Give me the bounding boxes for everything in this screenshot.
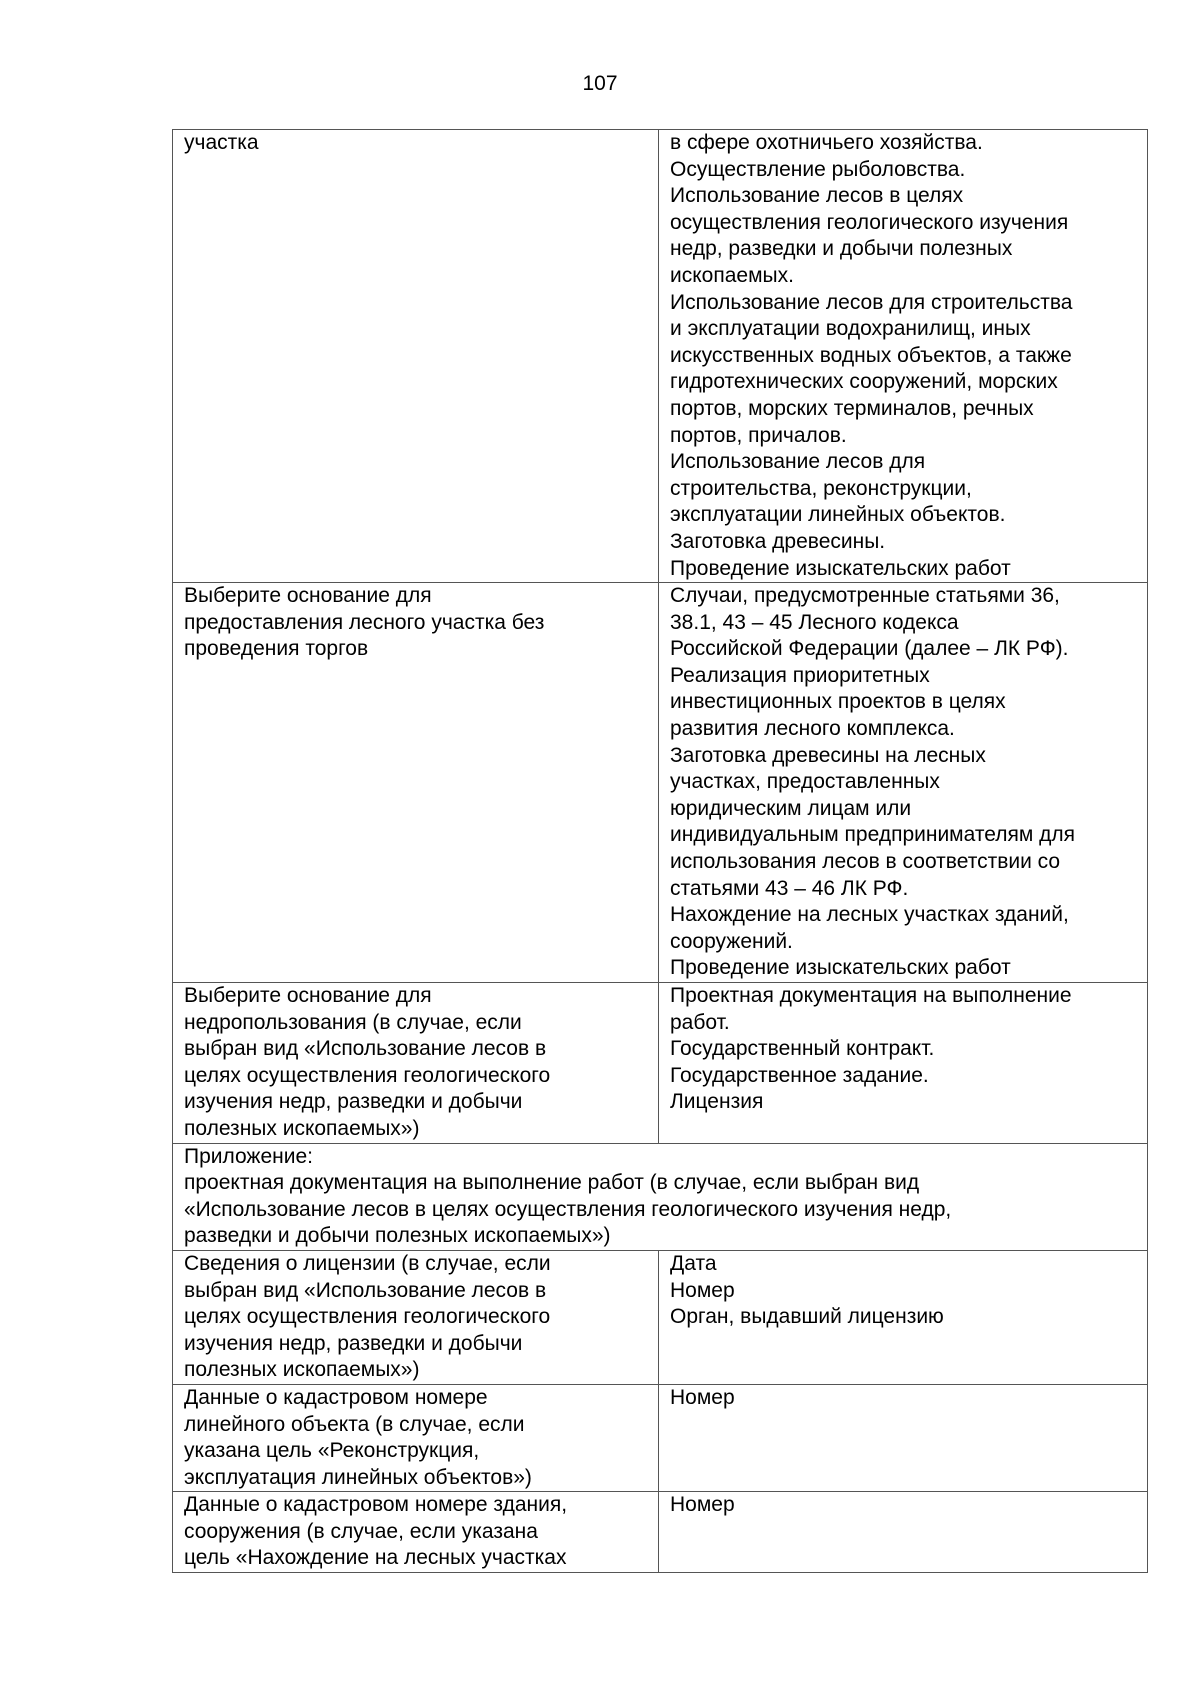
table-row: [173, 1143, 1148, 1250]
cell-text-line: проведения торгов: [184, 637, 369, 661]
cell-text-line: индивидуальным предпринимателям для: [670, 823, 1075, 847]
cell-text-line: Данные о кадастровом номере здания,: [184, 1493, 568, 1517]
cell-text-line: Использование лесов для строительства: [670, 290, 1073, 314]
cell-text-line: Орган, выдавший лицензию: [670, 1305, 944, 1329]
cell-text-line: предоставления лесного участка без: [184, 610, 545, 634]
cell-text-line: портов, причалов.: [670, 423, 847, 447]
cell-text-line: осуществления геологического изучения: [670, 210, 1069, 234]
table-cell-values: [659, 583, 1148, 983]
document-table: [172, 129, 1148, 1573]
table-row: [173, 1492, 1148, 1573]
cell-text-line: работ.: [670, 1010, 730, 1034]
cell-text-line: выбран вид «Использование лесов в: [184, 1278, 547, 1302]
cell-text-line: Выберите основание для: [184, 584, 432, 608]
cell-text-line: недр, разведки и добычи полезных: [670, 237, 1013, 261]
table-cell-field: [173, 1250, 659, 1384]
cell-text-line: изучения недр, разведки и добычи: [184, 1090, 523, 1114]
cell-text-line: цель «Нахождение на лесных участках: [184, 1546, 567, 1570]
cell-text-line: Проведение изыскательских работ: [670, 956, 1011, 980]
cell-text-line: участках, предоставленных: [670, 770, 940, 794]
cell-text-line: Номер: [670, 1385, 735, 1409]
cell-text-line: сооружения (в случае, если указана: [184, 1519, 538, 1543]
table-row: [173, 583, 1148, 983]
cell-text-line: развития лесного комплекса.: [670, 717, 955, 741]
table-cell-field: [173, 1384, 659, 1491]
cell-text-line: 38.1, 43 – 45 Лесного кодекса: [670, 610, 959, 634]
cell-text-line: «Использование лесов в целях осуществления геологического изучения недр,: [184, 1197, 952, 1221]
table-row: [173, 1250, 1148, 1384]
cell-text-line: линейного объекта (в случае, если: [184, 1412, 525, 1436]
cell-text-line: в сфере охотничьего хозяйства.: [670, 131, 983, 154]
cell-text-line: полезных ископаемых»): [184, 1358, 420, 1382]
cell-text-line: статьями 43 – 46 ЛК РФ.: [670, 876, 909, 900]
cell-text-line: Заготовка древесины.: [670, 529, 886, 553]
cell-text-line: портов, морских терминалов, речных: [670, 396, 1034, 420]
table-cell-values: [659, 1492, 1148, 1573]
cell-text-line: Случаи, предусмотренные статьями 36,: [670, 584, 1060, 608]
cell-text-line: Государственный контракт.: [670, 1037, 935, 1061]
table-cell-field: [173, 1492, 659, 1573]
cell-text-line: Данные о кадастровом номере: [184, 1385, 488, 1409]
cell-text-line: целях осуществления геологического: [184, 1305, 551, 1329]
cell-text-line: Проектная документация на выполнение: [670, 984, 1072, 1007]
cell-text-line: Сведения о лицензии (в случае, если: [184, 1251, 551, 1275]
cell-text-line: эксплуатации линейных объектов.: [670, 503, 1006, 527]
cell-text-line: Использование лесов в целях: [670, 184, 964, 208]
cell-text-line: недропользования (в случае, если: [184, 1010, 522, 1034]
cell-text-line: выбран вид «Использование лесов в: [184, 1037, 547, 1061]
cell-text-line: Нахождение на лесных участках зданий,: [670, 903, 1069, 927]
cell-text-line: участка: [184, 131, 259, 154]
table-row: [173, 983, 1148, 1144]
table-cell-field: [173, 130, 659, 583]
cell-text-line: Дата: [670, 1251, 717, 1275]
table-cell-values: [659, 1384, 1148, 1491]
cell-text-line: строительства, реконструкции,: [670, 476, 972, 500]
cell-text-line: указана цель «Реконструкция,: [184, 1439, 480, 1463]
cell-text-line: эксплуатация линейных объектов»): [184, 1465, 532, 1489]
cell-text-line: Проведение изыскательских работ: [670, 556, 1011, 580]
table-cell-field: [173, 983, 659, 1144]
cell-text-line: проектная документация на выполнение работ (в случае, если выбран вид: [184, 1171, 920, 1195]
cell-text-line: Номер: [670, 1278, 735, 1302]
cell-text-line: гидротехнических сооружений, морских: [670, 370, 1058, 394]
cell-text-line: Государственное задание.: [670, 1063, 929, 1087]
table-cell-values: [659, 983, 1148, 1144]
cell-text-line: ископаемых.: [670, 263, 794, 287]
table-cell-field: [173, 583, 659, 983]
cell-text-line: целях осуществления геологического: [184, 1063, 551, 1087]
cell-text-line: юридическим лицам или: [670, 796, 912, 820]
cell-text-line: использования лесов в соответствии со: [670, 850, 1061, 874]
page-number: 107: [582, 72, 618, 95]
cell-text-line: Выберите основание для: [184, 984, 432, 1007]
cell-text-line: Использование лесов для: [670, 450, 926, 474]
cell-text-line: сооружений.: [670, 929, 793, 953]
cell-text-line: искусственных водных объектов, а также: [670, 343, 1072, 367]
cell-text-line: Реализация приоритетных: [670, 663, 930, 687]
cell-text-line: разведки и добычи полезных ископаемых»): [184, 1224, 611, 1248]
cell-text-line: Лицензия: [670, 1090, 764, 1114]
table-row: [173, 130, 1148, 583]
table-cell-full: [173, 1143, 1148, 1250]
cell-text-line: Российской Федерации (далее – ЛК РФ).: [670, 637, 1069, 661]
cell-text-line: изучения недр, разведки и добычи: [184, 1331, 523, 1355]
cell-text-line: Приложение:: [184, 1144, 314, 1168]
cell-text-line: Номер: [670, 1493, 735, 1517]
table-cell-values: [659, 1250, 1148, 1384]
cell-text-line: и эксплуатации водохранилищ, иных: [670, 317, 1031, 341]
cell-text-line: Осуществление рыболовства.: [670, 157, 966, 181]
cell-text-line: инвестиционных проектов в целях: [670, 690, 1006, 714]
table-row: [173, 1384, 1148, 1491]
cell-text-line: Заготовка древесины на лесных: [670, 743, 986, 767]
table-cell-values: [659, 130, 1148, 583]
cell-text-line: полезных ископаемых»): [184, 1116, 420, 1140]
